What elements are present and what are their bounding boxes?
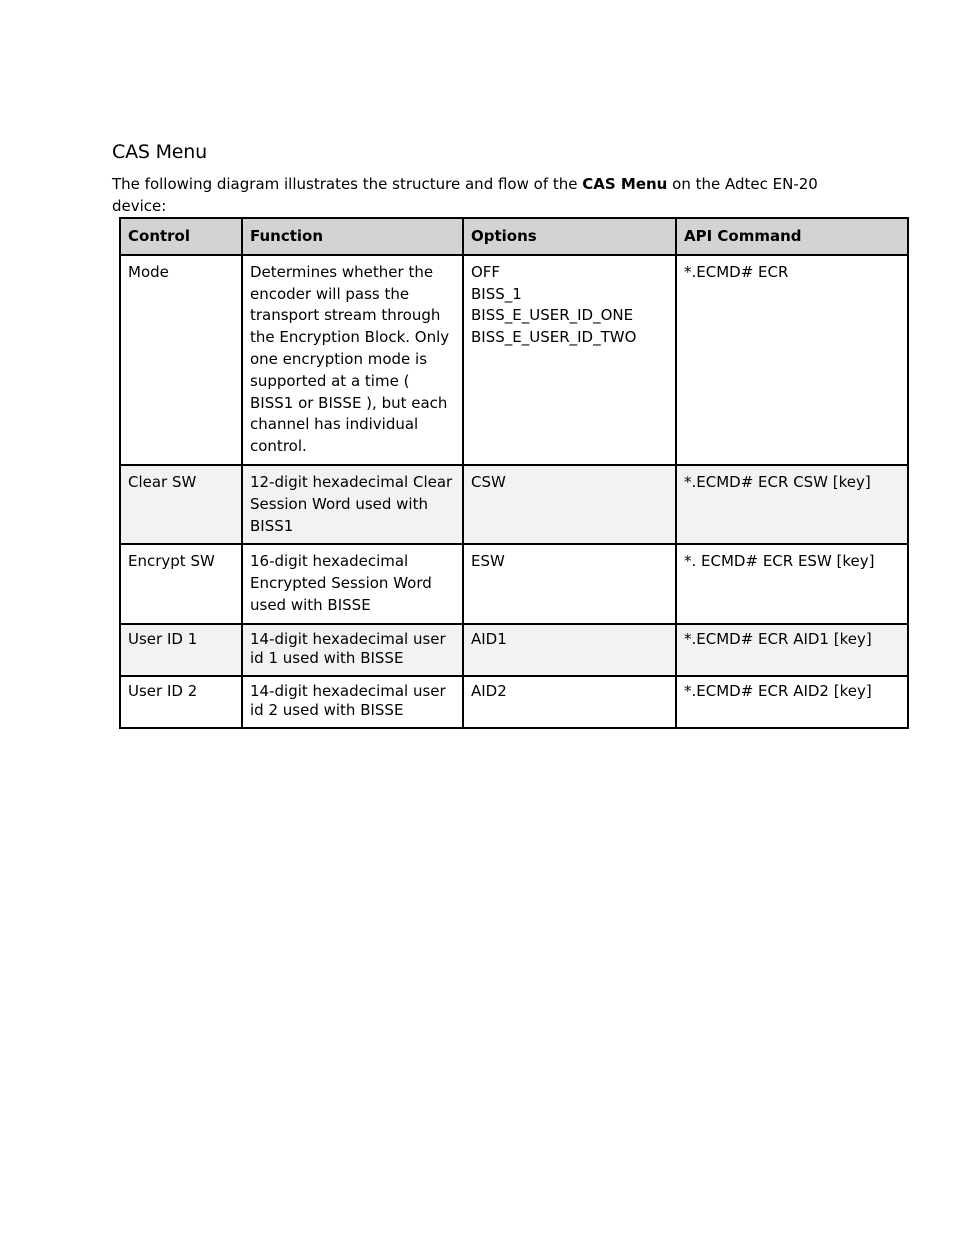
- cell-options: OFF BISS_1 BISS_E_USER_ID_ONE BISS_E_USER_ID_TWO: [463, 255, 676, 465]
- table-row: [120, 465, 908, 544]
- cell-api-command: *.ECMD# ECR AID2 [key]: [676, 676, 908, 728]
- header-function: Function: [242, 218, 463, 255]
- intro-paragraph: [112, 173, 852, 217]
- table-row: [120, 676, 908, 728]
- cell-options: AID1: [463, 624, 676, 676]
- header-control: Control: [120, 218, 242, 255]
- cell-function: 12-digit hexadecimal Clear Session Word used with BISS1: [242, 465, 463, 544]
- section-heading: CAS Menu: [112, 141, 207, 163]
- cell-function: 14-digit hexadecimal user id 1 used with BISSE: [242, 624, 463, 676]
- intro-text-after: on the Adtec EN-20 device:: [112, 175, 818, 215]
- cell-api-command: *. ECMD# ECR ESW [key]: [676, 544, 908, 623]
- table-row: [120, 255, 908, 465]
- cell-options: ESW: [463, 544, 676, 623]
- cas-menu-table: [119, 217, 909, 729]
- cell-function: Determines whether the encoder will pass the transport stream through the Encryption Block. Only one encryption mode is supported at a time ( BISS1 or BISSE ), but each channel has individual control.: [242, 255, 463, 465]
- header-options: Options: [463, 218, 676, 255]
- cell-options: AID2: [463, 676, 676, 728]
- cell-api-command: *.ECMD# ECR: [676, 255, 908, 465]
- cell-api-command: *.ECMD# ECR CSW [key]: [676, 465, 908, 544]
- cell-control: Encrypt SW: [120, 544, 242, 623]
- header-api-command: API Command: [676, 218, 908, 255]
- cell-api-command: *.ECMD# ECR AID1 [key]: [676, 624, 908, 676]
- cell-control: Clear SW: [120, 465, 242, 544]
- table-row: [120, 544, 908, 623]
- intro-text-before: The following diagram illustrates the structure and flow of the: [112, 175, 583, 193]
- cell-control: Mode: [120, 255, 242, 465]
- table-header-row: [120, 218, 908, 255]
- cell-function: 16-digit hexadecimal Encrypted Session Word used with BISSE: [242, 544, 463, 623]
- cell-options: CSW: [463, 465, 676, 544]
- cell-control: User ID 2: [120, 676, 242, 728]
- table-row: [120, 624, 908, 676]
- intro-text-bold: CAS Menu: [582, 175, 668, 193]
- cell-function: 14-digit hexadecimal user id 2 used with BISSE: [242, 676, 463, 728]
- cell-control: User ID 1: [120, 624, 242, 676]
